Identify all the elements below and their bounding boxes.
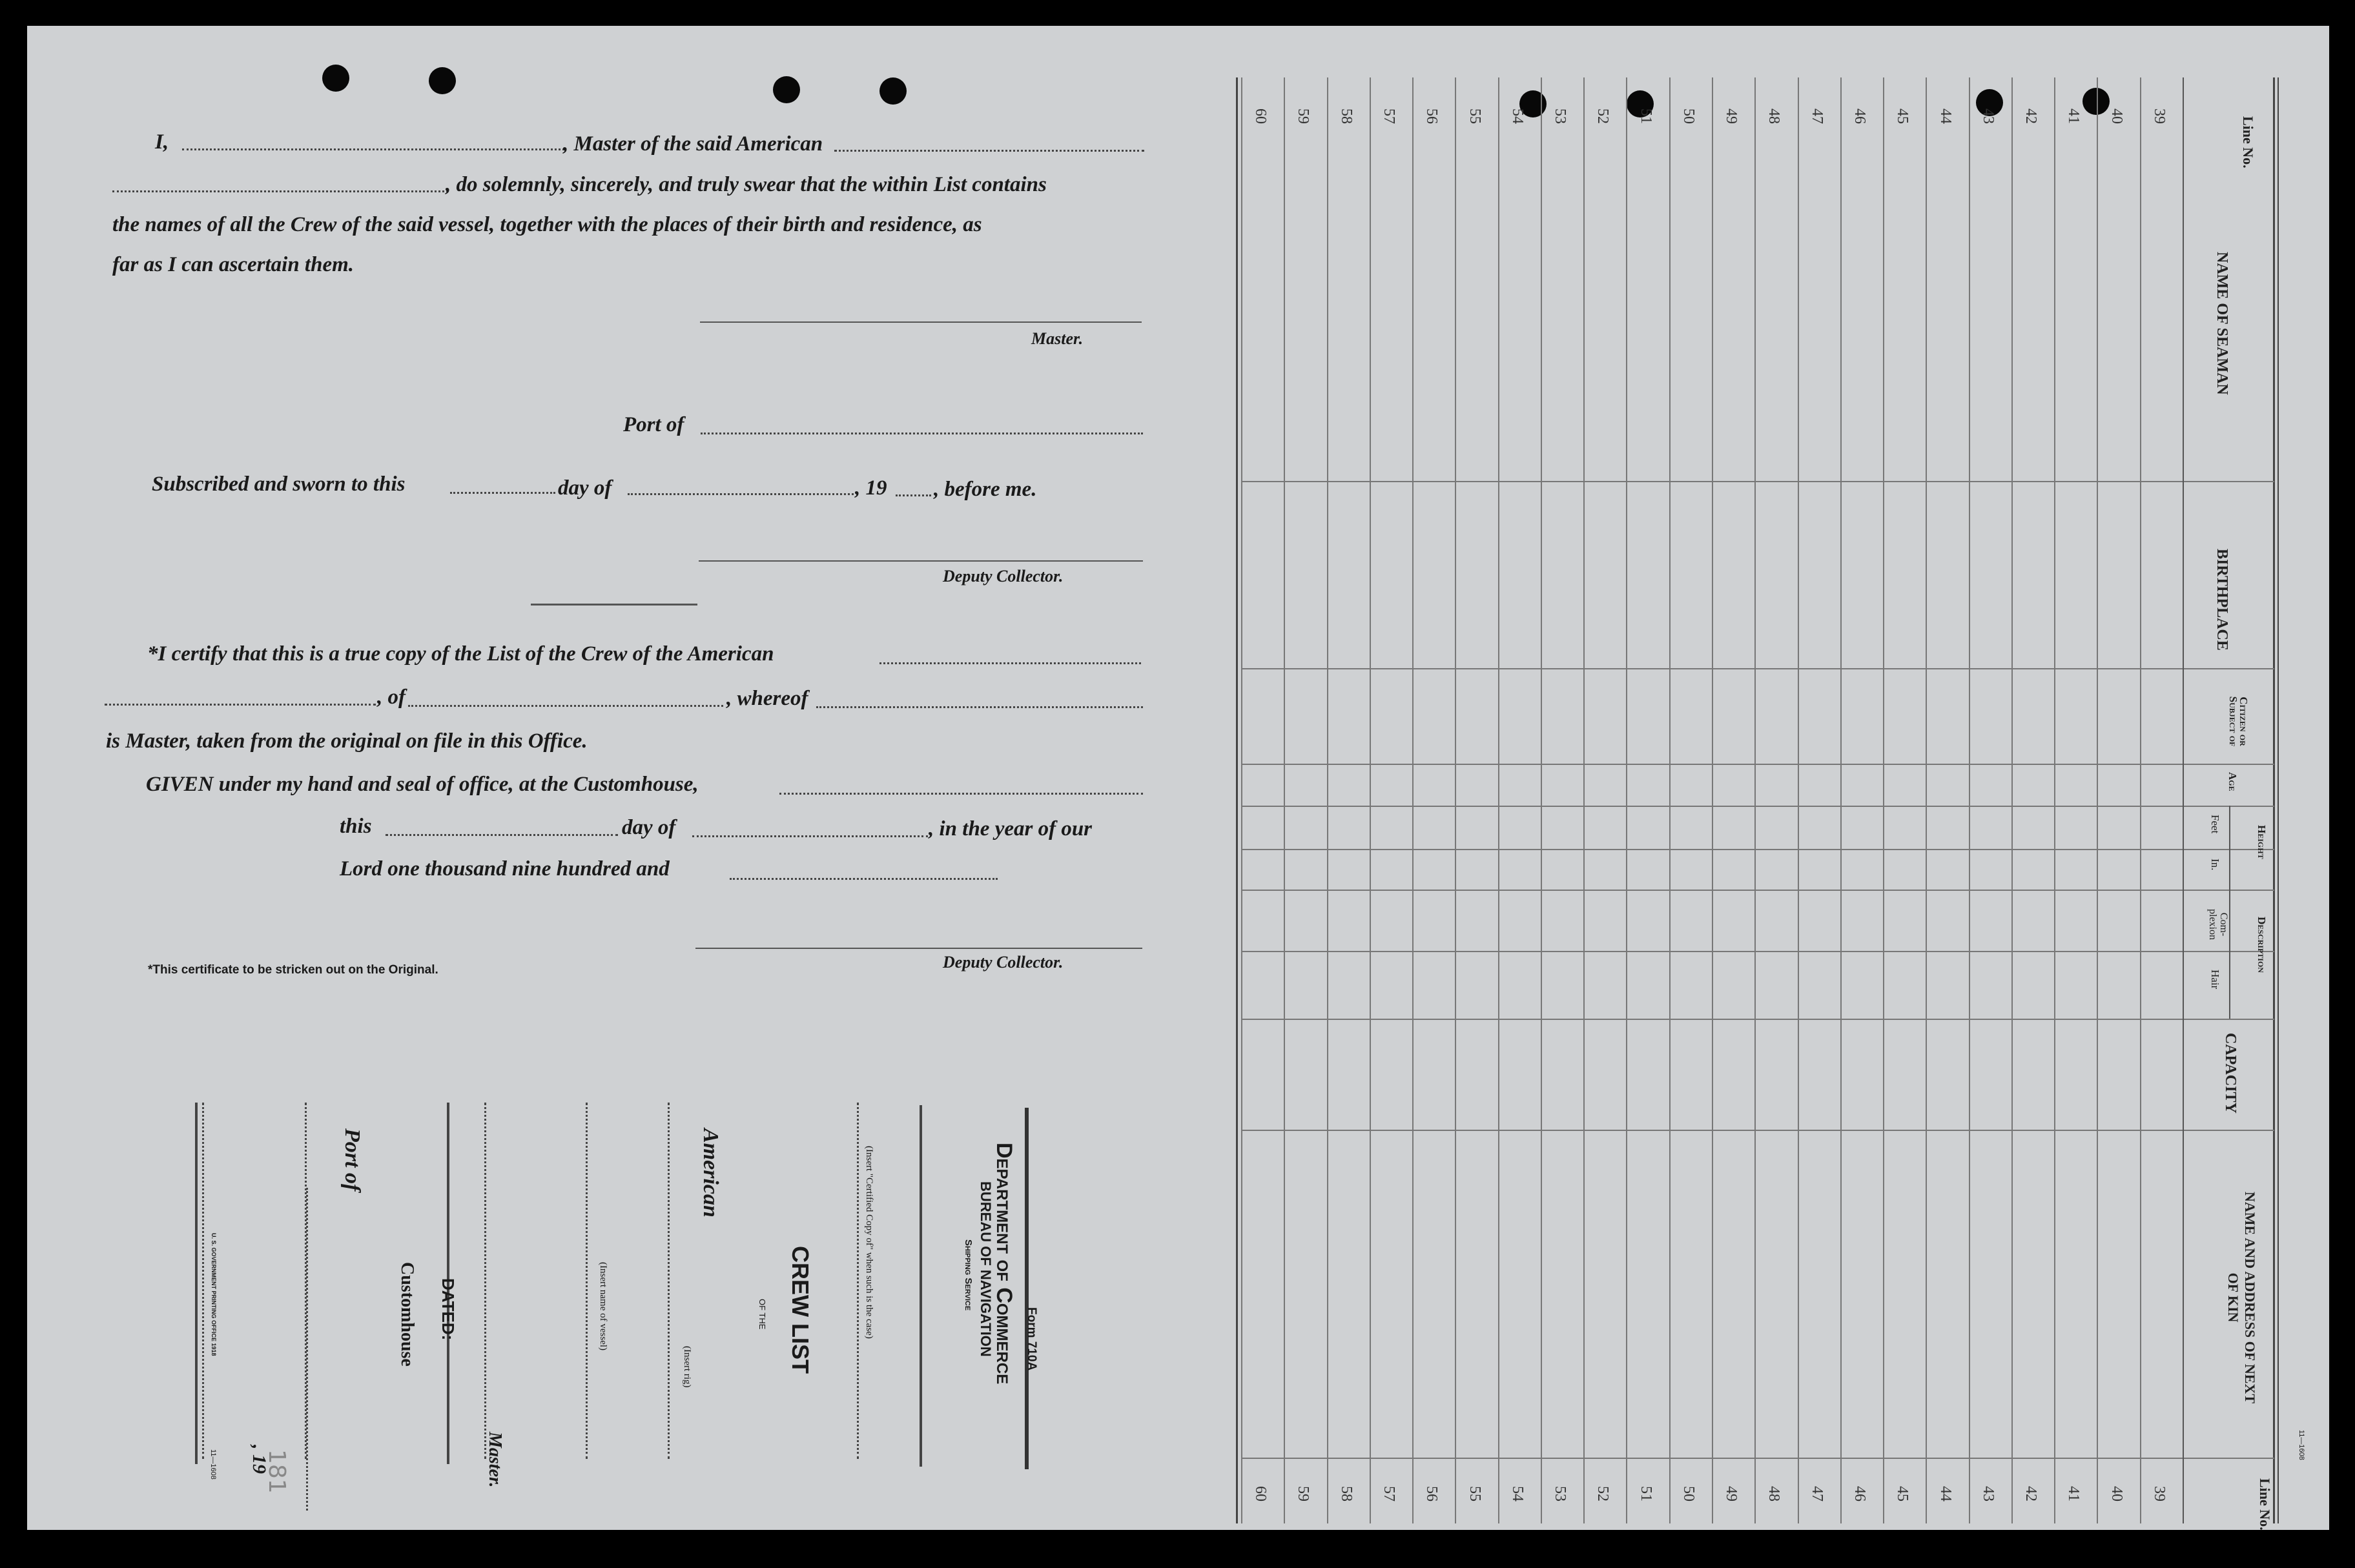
line-number-bottom: 57 xyxy=(1380,1486,1397,1502)
line-number-bottom: 43 xyxy=(1979,1486,1997,1502)
crew-line-divider xyxy=(1840,77,1842,1523)
line-number-bottom: 60 xyxy=(1252,1486,1270,1502)
cover-department: Department of Commerce xyxy=(992,1143,1016,1385)
given-line: GIVEN under my hand and seal of office, at the Customhouse, xyxy=(146,773,699,796)
punch-hole xyxy=(2082,88,2110,115)
header-height: Height xyxy=(2256,825,2268,859)
cover-insert-certified: (Insert "Certified Copy of" when such is the case) xyxy=(864,1146,874,1339)
subscribed-label: Subscribed and sworn to this xyxy=(152,473,406,496)
crew-line-divider xyxy=(1284,77,1285,1523)
line-number-bottom: 56 xyxy=(1423,1486,1441,1502)
line-number-bottom: 48 xyxy=(1765,1486,1783,1502)
line-number-bottom: 52 xyxy=(1594,1486,1612,1502)
crew-line-divider xyxy=(1370,77,1371,1523)
lord-line: Lord one thousand nine hundred and xyxy=(340,857,670,881)
line-number-top: 41 xyxy=(2065,108,2082,124)
crew-line-divider xyxy=(1498,77,1499,1523)
crew-line-divider xyxy=(1669,77,1671,1523)
line-number-bottom: 40 xyxy=(2108,1486,2125,1502)
header-age: Age xyxy=(2226,772,2239,791)
line-number-bottom: 42 xyxy=(2022,1486,2040,1502)
cover-american: American xyxy=(699,1128,723,1217)
crew-line-divider xyxy=(2140,77,2141,1523)
certify-master-line: is Master, taken from the original on file in this Office. xyxy=(106,729,588,753)
cover-form-code: 11—1608 xyxy=(209,1449,217,1480)
line-number-bottom: 49 xyxy=(1723,1486,1740,1502)
cover-printer: U. S. GOVERNMENT PRINTING OFFICE 1918 xyxy=(211,1233,217,1356)
line-number-bottom: 45 xyxy=(1894,1486,1911,1502)
header-name-of-seaman: NAME OF SEAMAN xyxy=(2214,252,2230,395)
line-number-top: 53 xyxy=(1552,108,1569,124)
crew-line-divider xyxy=(1455,77,1456,1523)
crew-line-divider xyxy=(1883,77,1884,1523)
header-feet: Feet xyxy=(2209,815,2221,834)
crew-line-divider xyxy=(1241,77,1242,1523)
oath-master-of-american: , Master of the said American xyxy=(563,132,823,156)
given-this: this xyxy=(340,815,372,838)
master-signature-label: Master. xyxy=(1031,329,1084,348)
line-number-bottom: 46 xyxy=(1851,1486,1868,1502)
oath-i: I, xyxy=(155,130,169,154)
crew-line-divider xyxy=(1412,77,1414,1523)
crew-line-divider xyxy=(1541,77,1542,1523)
line-number-top: 50 xyxy=(1680,108,1697,124)
line-number-top: 54 xyxy=(1508,108,1526,124)
cover-insert-rig: (Insert rig) xyxy=(682,1346,692,1388)
given-year-of-our: , in the year of our xyxy=(929,817,1093,840)
header-description: Description xyxy=(2256,917,2268,973)
crew-line-divider xyxy=(1712,77,1713,1523)
crew-line-divider xyxy=(1798,77,1799,1523)
line-number-top: 47 xyxy=(1808,108,1825,124)
cover-dated: DATED: xyxy=(438,1278,458,1341)
cover-customhouse: Customhouse xyxy=(397,1262,417,1367)
line-number-top: 49 xyxy=(1723,108,1740,124)
subscribed-before-me: , before me. xyxy=(934,478,1037,501)
certify-line: *I certify that this is a true copy of the List of the Crew of the American xyxy=(147,642,774,666)
header-line-no: Line No. xyxy=(2240,116,2256,168)
line-number-bottom: 55 xyxy=(1466,1486,1483,1502)
cover-title: CREW LIST xyxy=(787,1246,814,1374)
line-number-top: 48 xyxy=(1765,108,1783,124)
line-number-top: 40 xyxy=(2108,108,2125,124)
punch-hole xyxy=(322,65,349,92)
line-number-top: 58 xyxy=(1337,108,1355,124)
crew-line-divider xyxy=(1626,77,1627,1523)
cover-master: Master. xyxy=(485,1432,505,1488)
line-number-top: 52 xyxy=(1594,108,1612,124)
header-inches: In. xyxy=(2209,859,2221,871)
crew-line-divider xyxy=(1754,77,1756,1523)
line-number-top: 57 xyxy=(1380,108,1397,124)
footer-line-no: Line No. xyxy=(2257,1478,2273,1531)
crew-line-divider xyxy=(2054,77,2055,1523)
line-number-top: 39 xyxy=(2150,108,2168,124)
certificate-footnote: *This certificate to be stricken out on the Original. xyxy=(148,963,438,977)
table-form-code: 11—1608 xyxy=(2298,1430,2305,1460)
line-number-top: 42 xyxy=(2022,108,2040,124)
line-number-bottom: 53 xyxy=(1552,1486,1569,1502)
line-number-top: 60 xyxy=(1252,108,1270,124)
line-number-top: 43 xyxy=(1979,108,1997,124)
header-hair: Hair xyxy=(2209,970,2221,990)
line-number-bottom: 50 xyxy=(1680,1486,1697,1502)
header-next-of-kin: NAME AND ADDRESS OF NEXT OF KIN xyxy=(2225,1191,2258,1403)
line-number-bottom: 39 xyxy=(2150,1486,2168,1502)
line-number-top: 56 xyxy=(1423,108,1441,124)
subscribed-day-of: day of xyxy=(558,476,612,500)
certify-whereof: , whereof xyxy=(726,687,808,710)
crew-line-divider xyxy=(1327,77,1328,1523)
crew-line-divider xyxy=(2097,77,2098,1523)
oath-names-line: the names of all the Crew of the said vessel, together with the places of their birth and residence, as xyxy=(112,213,982,236)
punch-hole xyxy=(773,76,800,103)
line-number-top: 51 xyxy=(1637,108,1654,124)
cover-year: , 19 xyxy=(249,1445,270,1474)
deputy-collector-label: Deputy Collector. xyxy=(943,567,1064,585)
line-number-bottom: 54 xyxy=(1508,1486,1526,1502)
header-capacity: CAPACITY xyxy=(2222,1033,2239,1114)
cover-form-number: Form 710A xyxy=(1025,1307,1038,1371)
cover-bureau: BUREAU OF NAVIGATION xyxy=(978,1181,994,1357)
crew-line-divider xyxy=(1926,77,1927,1523)
cover-insert-name: (Insert name of vessel) xyxy=(598,1262,608,1351)
line-number-bottom: 47 xyxy=(1808,1486,1825,1502)
crew-list-sheet xyxy=(27,26,2329,1530)
subscribed-year: , 19 xyxy=(855,476,887,500)
crew-line-divider xyxy=(1583,77,1585,1523)
line-number-top: 44 xyxy=(1937,108,1954,124)
line-number-top: 55 xyxy=(1466,108,1483,124)
certify-of: , of xyxy=(377,686,406,709)
cover-of-the: OF THE xyxy=(757,1299,767,1330)
punch-hole xyxy=(429,67,456,94)
cover-service: Shipping Service xyxy=(963,1239,974,1311)
crew-line-divider xyxy=(1969,77,1970,1523)
header-birthplace: BIRTHPLACE xyxy=(2214,549,2230,651)
cover-port-of: Port of xyxy=(340,1128,364,1192)
line-number-bottom: 58 xyxy=(1337,1486,1355,1502)
port-of-label: Port of xyxy=(623,413,684,436)
oath-ascertain-line: far as I can ascertain them. xyxy=(112,253,355,276)
punch-hole xyxy=(879,77,907,105)
header-citizen: Citizen or Subject of xyxy=(2227,696,2250,747)
line-number-top: 45 xyxy=(1894,108,1911,124)
oath-swear-line: , do solemnly, sincerely, and truly swear that the within List contains xyxy=(446,173,1047,196)
header-complexion: Com-plexion xyxy=(2207,909,2229,940)
line-number-bottom: 51 xyxy=(1637,1486,1654,1502)
line-number-top: 59 xyxy=(1295,108,1312,124)
line-number-top: 46 xyxy=(1851,108,1868,124)
given-day-of: day of xyxy=(622,816,676,839)
line-number-bottom: 44 xyxy=(1937,1486,1954,1502)
line-number-bottom: 59 xyxy=(1295,1486,1312,1502)
line-number-bottom: 41 xyxy=(2065,1486,2082,1502)
crew-line-divider xyxy=(2011,77,2013,1523)
cover-handwritten-number: 181 xyxy=(263,1449,290,1494)
certificate-deputy-collector: Deputy Collector. xyxy=(943,953,1064,972)
